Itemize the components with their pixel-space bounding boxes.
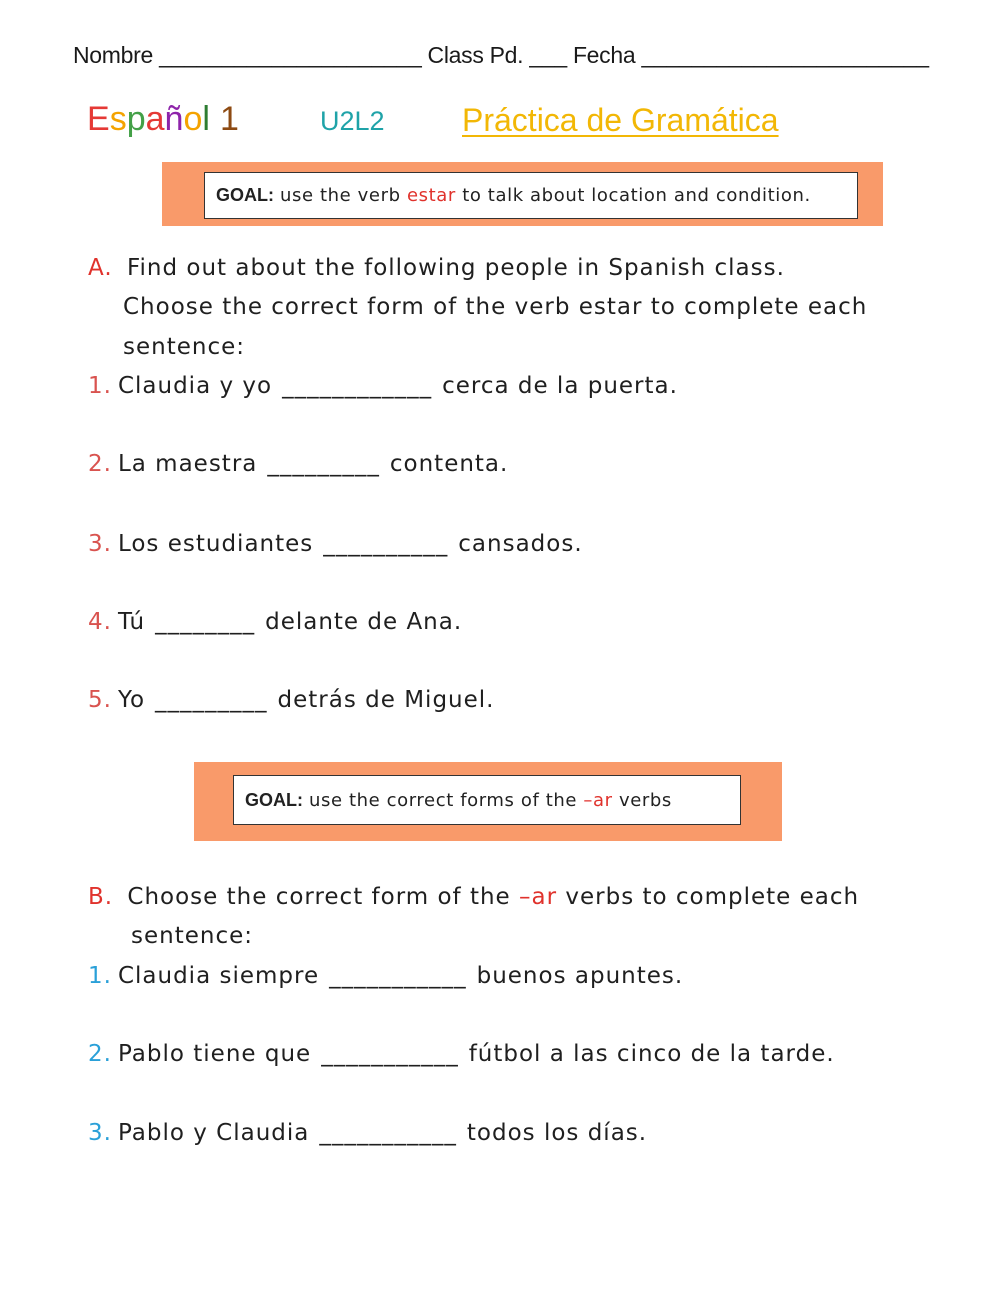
- sentence-item: [88, 1120, 647, 1146]
- answer-blank[interactable]: __________: [323, 531, 449, 557]
- sentence-item: [88, 1041, 835, 1067]
- item-number: 5.: [88, 687, 112, 713]
- sentence-item: [88, 963, 683, 989]
- section-a-instruction-3: sentence:: [123, 334, 246, 360]
- section-b-instruction-line-1: [88, 884, 859, 910]
- goal-b-text-before: use the correct forms of the: [309, 789, 578, 811]
- fecha-field[interactable]: _______________________: [641, 42, 929, 68]
- worksheet-heading: Práctica de Gramática: [462, 102, 779, 138]
- sentence-end: cerca de la puerta.: [442, 373, 678, 399]
- sentence-item: [88, 609, 462, 635]
- goal-b-box: [233, 775, 741, 825]
- sentence-item: [88, 373, 678, 399]
- goal-a-text-before: use the verb: [280, 185, 401, 206]
- section-a-instruction-2: Choose the correct form of the verb estar to complete each: [123, 294, 868, 320]
- answer-blank[interactable]: ____________: [282, 373, 433, 399]
- sentence-end: detrás de Miguel.: [277, 687, 495, 713]
- sentence-start: Claudia y yo: [117, 373, 273, 399]
- sentence-start: Los estudiantes: [117, 531, 314, 557]
- goal-b-highlight: –ar: [583, 789, 613, 811]
- section-a-letter: A.: [88, 255, 113, 281]
- fecha-label: Fecha: [572, 42, 636, 68]
- section-b-instruction-highlight: –ar: [519, 884, 558, 910]
- course-title-letter: s: [109, 100, 127, 138]
- sentence-end: fútbol a las cinco de la tarde.: [468, 1041, 835, 1067]
- class-period-label: Class Pd.: [427, 42, 524, 68]
- sentence-item: [88, 531, 583, 557]
- sentence-start: Pablo tiene que: [117, 1041, 312, 1067]
- answer-blank[interactable]: _________: [267, 451, 380, 477]
- course-title-letter: p: [126, 100, 146, 138]
- nombre-label: Nombre: [73, 42, 154, 68]
- course-title-letter: o: [183, 100, 203, 138]
- goal-a-highlight: estar: [406, 185, 456, 206]
- item-number: 2.: [88, 451, 112, 477]
- sentence-start: Yo: [117, 687, 146, 713]
- item-number: 3.: [88, 531, 112, 557]
- class-period-field[interactable]: ___: [529, 42, 567, 68]
- sentence-start: La maestra: [117, 451, 258, 477]
- section-b-instruction-1-after: verbs to complete each: [565, 884, 860, 910]
- course-title-letter: 1: [219, 100, 239, 138]
- item-number: 1.: [88, 373, 112, 399]
- student-info-header: [73, 42, 929, 69]
- answer-blank[interactable]: ________: [155, 609, 256, 635]
- sentence-end: contenta.: [389, 451, 509, 477]
- course-title-letter: a: [145, 100, 165, 138]
- answer-blank[interactable]: ___________: [319, 1120, 457, 1146]
- sentence-end: delante de Ana.: [265, 609, 463, 635]
- course-title-letter: l: [202, 100, 210, 138]
- answer-blank[interactable]: ___________: [329, 963, 467, 989]
- sentence-start: Claudia siempre: [117, 963, 320, 989]
- section-a-instruction-1: Find out about the following people in Spanish class.: [126, 255, 785, 281]
- goal-b-text-after: verbs: [618, 789, 672, 811]
- goal-a-label: GOAL:: [216, 185, 274, 205]
- sentence-item: [88, 687, 494, 713]
- goal-b-label: GOAL:: [245, 789, 303, 810]
- sentence-start: Tú: [117, 609, 146, 635]
- section-b-instruction-2: sentence:: [131, 923, 254, 949]
- course-title-letter: ñ: [164, 100, 184, 138]
- item-number: 2.: [88, 1041, 112, 1067]
- sentence-end: buenos apuntes.: [476, 963, 684, 989]
- section-b-instruction-1-before: Choose the correct form of the: [127, 884, 511, 910]
- answer-blank[interactable]: ___________: [321, 1041, 459, 1067]
- goal-a-box: [204, 172, 858, 219]
- sentence-item: [88, 451, 508, 477]
- goal-a-text-after: to talk about location and condition.: [462, 185, 811, 206]
- sentence-end: todos los días.: [466, 1120, 648, 1146]
- course-title-letter: E: [87, 100, 110, 138]
- nombre-field[interactable]: _____________________: [159, 42, 422, 68]
- sentence-end: cansados.: [458, 531, 583, 557]
- item-number: 3.: [88, 1120, 112, 1146]
- answer-blank[interactable]: _________: [155, 687, 268, 713]
- unit-lesson-code: U2L2: [320, 106, 385, 136]
- item-number: 1.: [88, 963, 112, 989]
- section-b-letter: B.: [88, 884, 114, 910]
- sentence-start: Pablo y Claudia: [117, 1120, 310, 1146]
- item-number: 4.: [88, 609, 112, 635]
- course-title: [87, 100, 239, 139]
- section-a-instruction-line-1: [88, 255, 785, 281]
